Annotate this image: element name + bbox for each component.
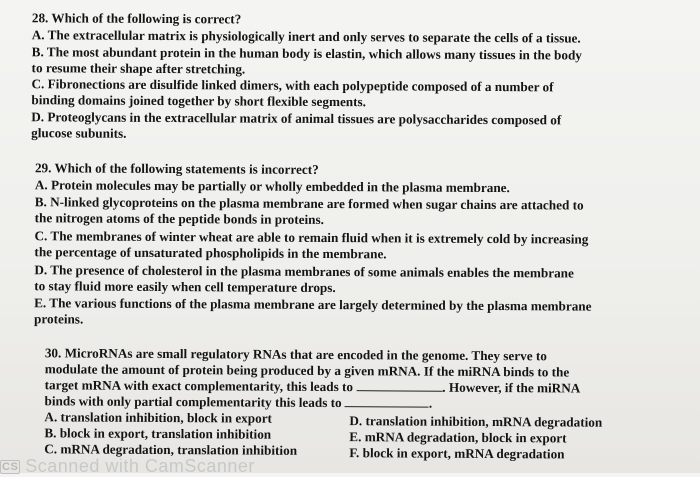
q29-option-c-line1: C. The membranes of winter wheat are able to remain fluid when it is extremely cold by increasing — [34, 228, 589, 247]
q30-line3-start: target mRNA with exact complementarity, this leads to — [44, 377, 354, 395]
q29-option-b-line2: the nitrogen atoms of the peptide bonds in proteins. — [34, 210, 325, 227]
q29-stem: 29. Which of the following statements is incorrect? — [34, 160, 319, 177]
q30-option-e: E. mRNA degradation, block in export — [349, 429, 567, 446]
q29-option-a: A. Protein molecules may be partially or wholly embedded in the plasma membrane. — [34, 177, 510, 196]
q28-option-b-line2: to resume their shape after stretching. — [31, 60, 246, 77]
q30-line4-start: binds with only partial complementarity this leads to — [44, 393, 342, 411]
q30-option-d: D. translation inhibition, mRNA degradation — [349, 413, 603, 430]
answer-blank-1 — [356, 379, 442, 392]
camscanner-logo-icon: CS — [2, 461, 19, 473]
q29-option-d-line1: D. The presence of cholesterol in the plasma membranes of some animals enables the membrane — [34, 262, 574, 281]
q30-option-f: F. block in export, mRNA degradation — [349, 445, 565, 462]
q29-option-d-line2: to stay fluid more easily when cell temperature drops. — [34, 278, 336, 296]
q30-option-c: C. mRNA degradation, translation inhibition — [44, 441, 298, 458]
q30-line1: 30. MicroRNAs are small regulatory RNAs that are encoded in the genome. They serve to — [44, 345, 547, 364]
q30-option-a: A. translation inhibition, block in export — [44, 409, 273, 426]
camscanner-watermark — [0, 456, 400, 476]
q28-option-d-line1: D. Proteoglycans in the extracellular matrix of animal tissues are polysaccharides composed of — [31, 109, 562, 128]
q29-option-e-line1: E. The various functions of the plasma membrane are largely determined by the plasma membrane — [34, 295, 592, 314]
q30-line4 — [45, 393, 433, 410]
q28-stem: 28. Which of the following is correct? — [31, 10, 242, 27]
answer-blank-2 — [345, 395, 429, 408]
q28-option-c-line2: binding domains joined together by short flexible segments. — [31, 92, 367, 110]
q30-line3-end: . However, if the miRNA — [442, 379, 581, 396]
q30-line4-end: . — [428, 395, 433, 411]
q29-option-e-line2: proteins. — [34, 311, 84, 327]
q28-option-a: A. The extracellular matrix is physiologically inert and only serves to separate the cells of a tissue. — [31, 27, 581, 46]
q28-option-d-line2: glucose subunits. — [31, 125, 127, 141]
q30-option-b: B. block in export, translation inhibition — [44, 425, 272, 442]
q28-option-c-line1: C. Fibronections are disulfide linked dimers, with each polypeptide composed of a number of — [31, 76, 554, 95]
q29-option-c-line2: the percentage of unsaturated phospholipids in the membrane. — [34, 244, 387, 262]
q29-option-b-line1: B. N-linked glycoproteins on the plasma membrane are formed when sugar chains are attached to — [34, 194, 584, 213]
q28-option-b-line1: B. The most abundant protein in the human body is elastin, which allows many tissues in the body — [31, 44, 582, 63]
q30-line2: modulate the amount of protein being produced by a given mRNA. If the miRNA binds to the — [44, 361, 570, 380]
watermark-text: Scanned with CamScanner — [25, 456, 255, 476]
